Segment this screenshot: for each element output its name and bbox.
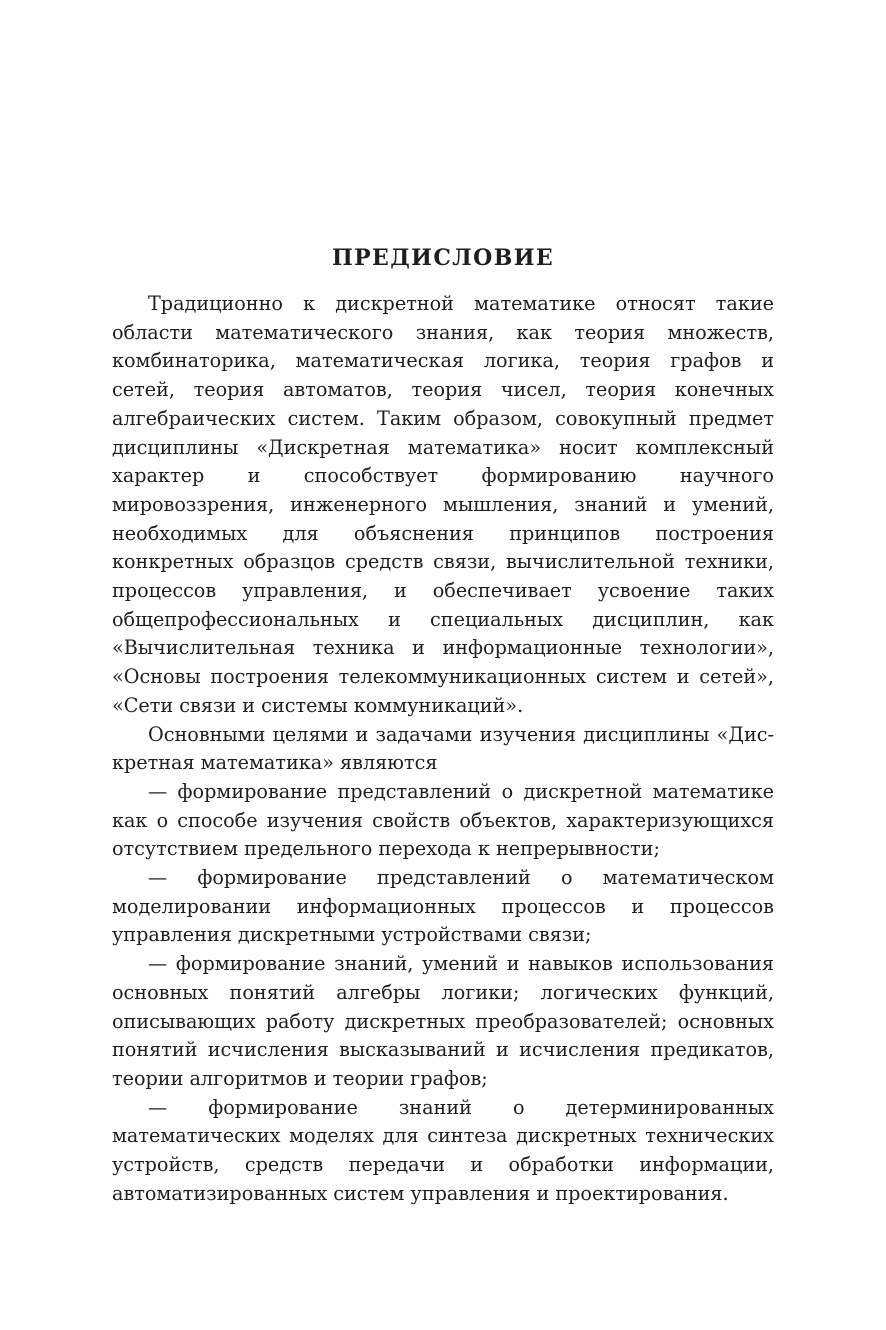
preface-page: [112, 238, 774, 1209]
goal-item-representations-discrete-math: — формирование представлений о дискретной математике как о способе изучения свойств объектов, характеризующихся отсутствием предельного перехода к непрерывности;: [112, 779, 774, 861]
goal-item-logic-skills: — формирование знаний, умений и навыков использования основных понятий алгебры логики; логических функций, описывающих работу дискретных преобразователей; основных понятий исчисления высказываний и исчисления предикатов, теории алгоритмов и теории графов;: [112, 952, 774, 1090]
goal-item-modeling: — формирование представлений о математическом моделировании информационных процессов и процессов управления дискретными устройствами связи;: [112, 866, 774, 947]
preface-heading: ПРЕДИСЛОВИЕ: [331, 245, 555, 271]
goal-item-deterministic-models: — формирование знаний о детерминированных математических моделях для синтеза дискретных технических устройств, средств передачи и обработки информации, автоматизированных систем управления и проектирования.: [112, 1095, 774, 1205]
paragraph-goals-lead: Основными целями и задачами изучения дисциплины «Дискретная математика» являются: [112, 722, 774, 775]
paragraph-intro: Традиционно к дискретной математике относят такие области математического знания, как теория множеств, комбинаторика, математическая логика, теория графов и сетей, теория автоматов, теория чисел, теория конечных алгебраических систем. Таким образом, совокупный предмет дисциплины «Дискретная математика» носит комплексный характер и способствует формированию научного мировоззрения, инженерного мышления, знаний и умений, необходимых для объяснения принципов построения конкретных образцов средств связи, вычислительной техники, процессов управления, и обеспечивает усвоение таких общепрофессиональных и специальных дисциплин, как «Вычислительная техника и информационные технологии», «Основы построения телекоммуникационных систем и сетей», «Сети связи и системы коммуникаций».: [112, 292, 774, 717]
